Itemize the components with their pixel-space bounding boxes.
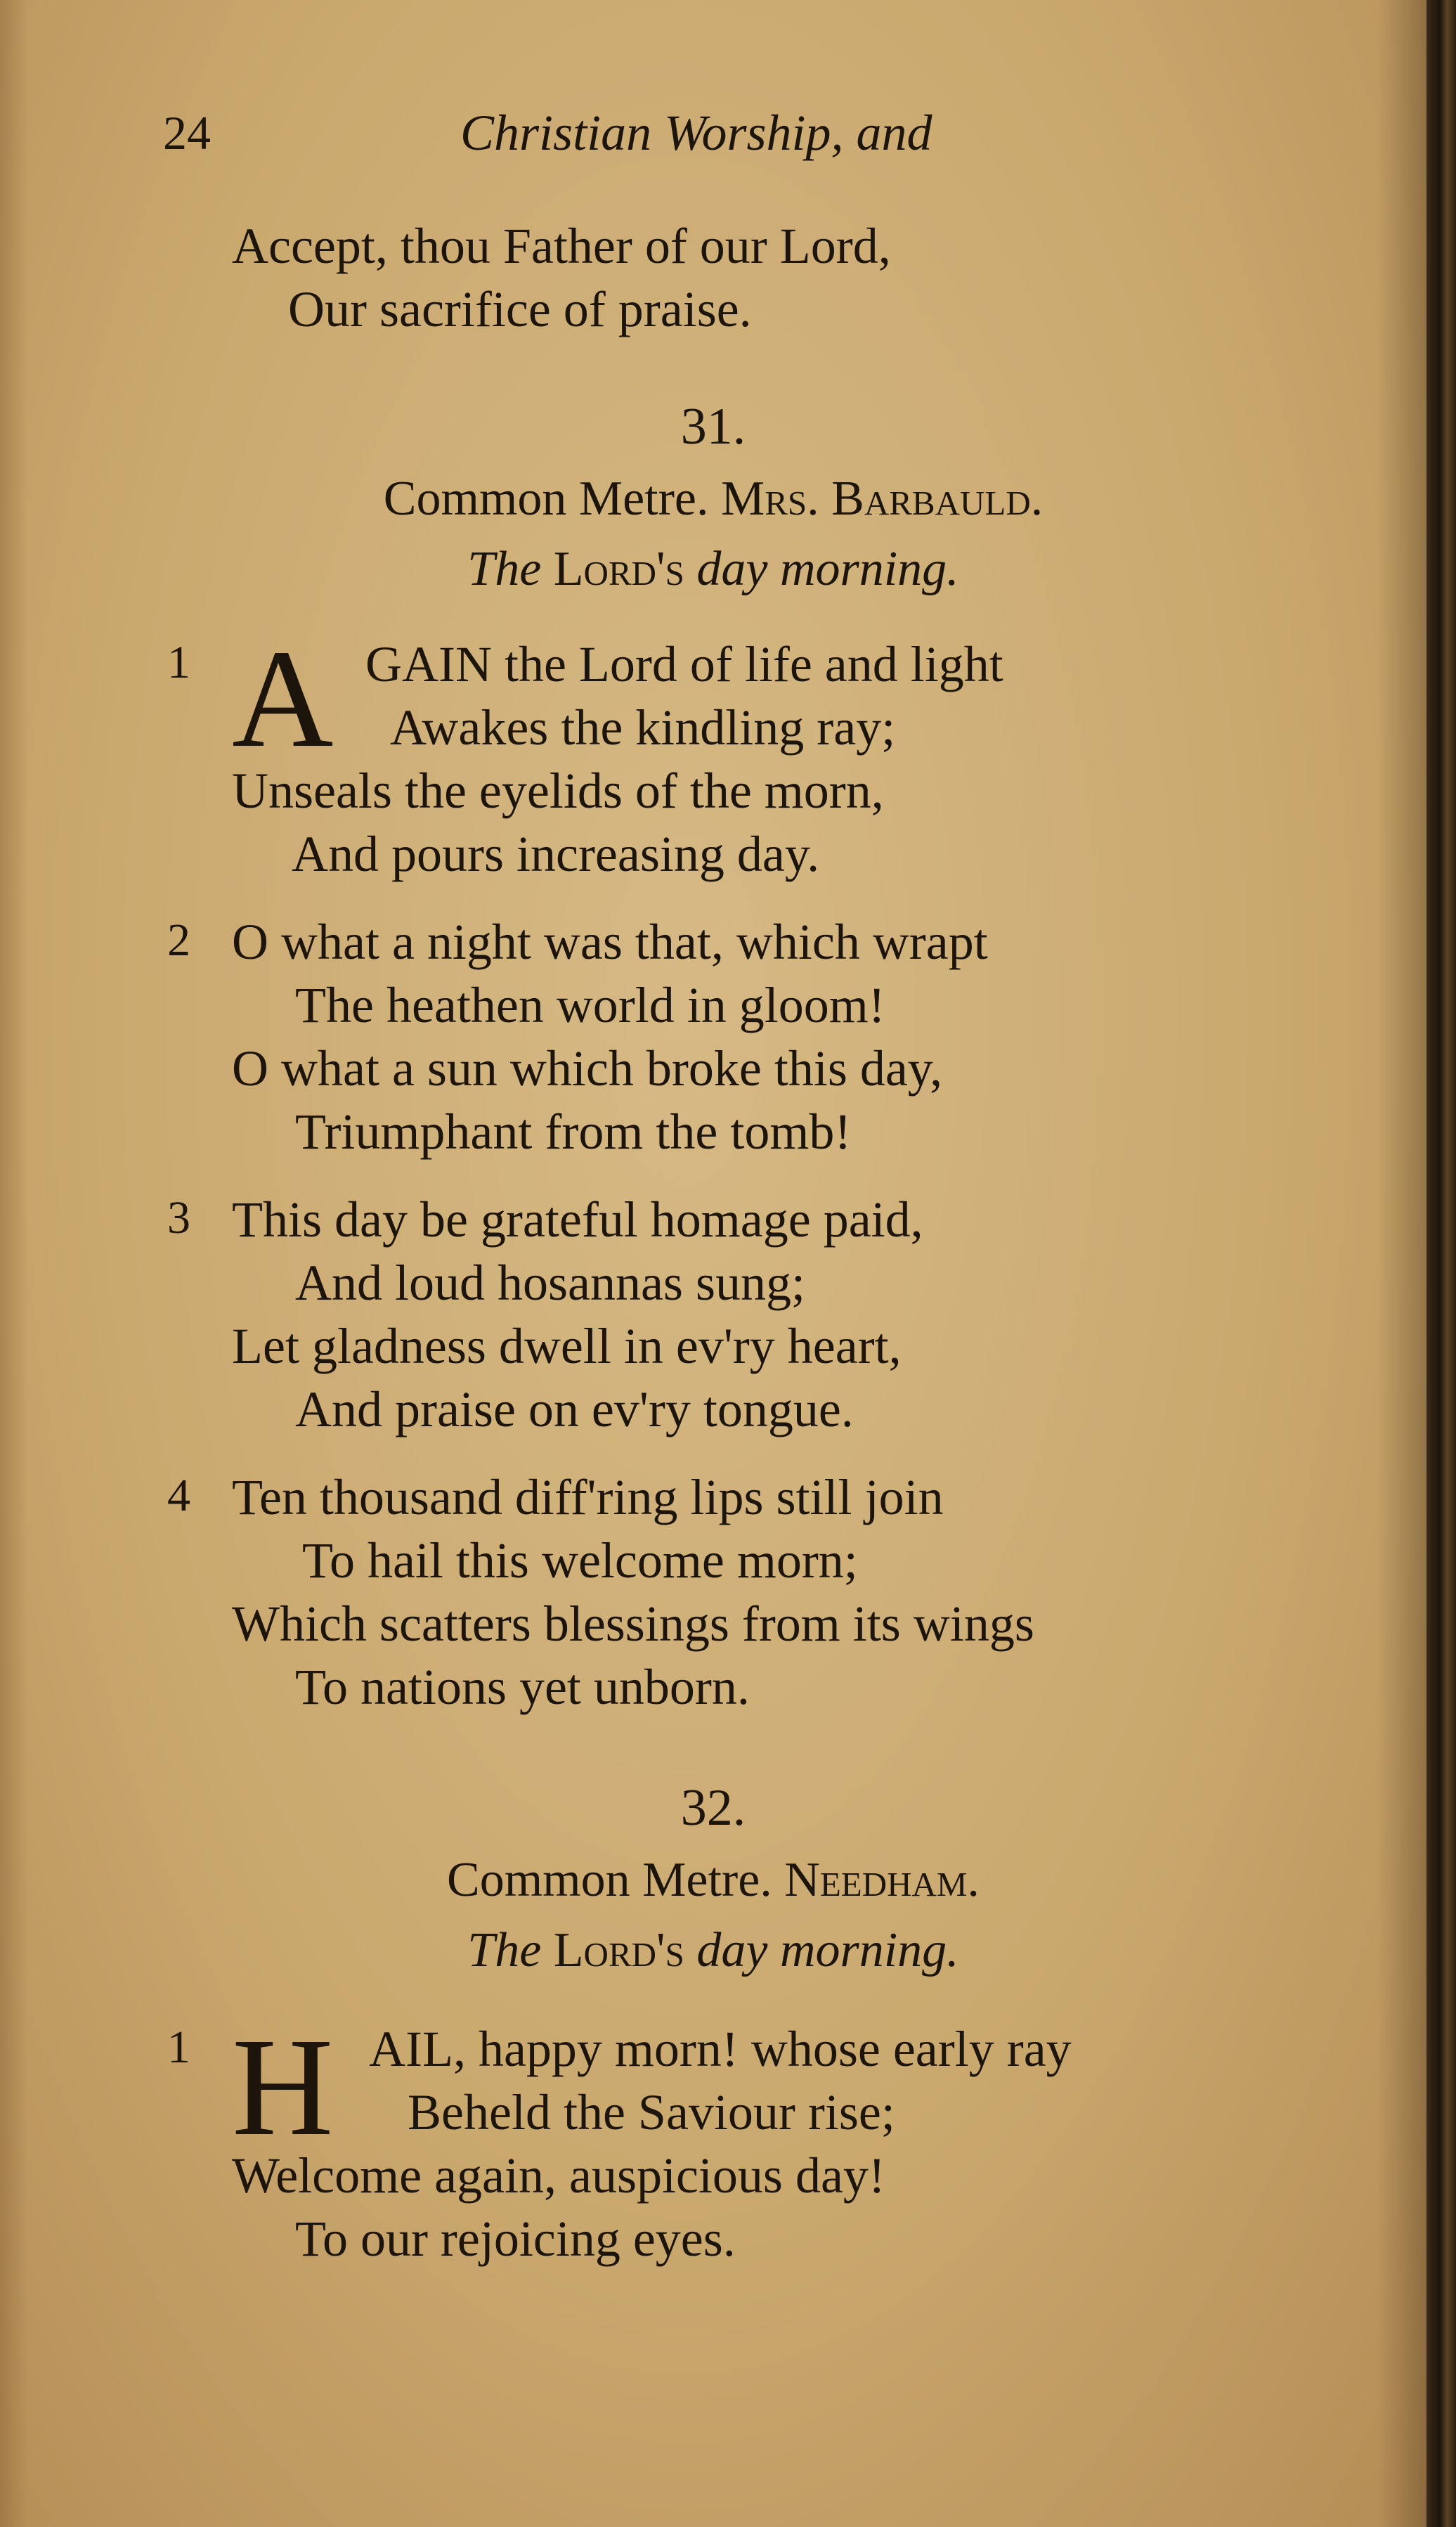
hymn-31-verse-4-number: 4 <box>167 1470 190 1521</box>
hymn-32-subtitle-rest: day morning. <box>696 1923 959 1977</box>
hymn-31-v4-line-1: Ten thousand diff'ring lips still join <box>232 1469 944 1525</box>
hymn-31-metre: Common Metre. <box>383 472 709 526</box>
book-spine-edge <box>1426 0 1456 2527</box>
hymn-31-verse-3-number: 3 <box>167 1192 190 1243</box>
hymn-31-subtitle-rest: day morning. <box>696 542 959 596</box>
hymn-32-v1-line-2: Beheld the Saviour rise; <box>408 2084 895 2140</box>
hymn-31-v2-line-1: O what a night was that, which wrapt <box>232 914 988 970</box>
page-gutter-shadow <box>0 0 28 2527</box>
carryover-line-1: Accept, thou Father of our Lord, <box>232 218 891 274</box>
hymn-31-verse-2-number: 2 <box>167 914 190 966</box>
hymn-31-subtitle-the: The <box>467 542 542 596</box>
hymn-31-number: 31. <box>680 398 746 455</box>
hymn-32-subtitle <box>0 1922 1426 1979</box>
hymn-31-v4-line-4: To nations yet unborn. <box>295 1659 750 1715</box>
hymn-31-v2-line-3: O what a sun which broke this day, <box>232 1040 943 1097</box>
hymn-31-v2-line-4: Triumphant from the tomb! <box>295 1104 852 1160</box>
hymn-31-dropcap: A <box>232 621 334 777</box>
hymn-32-attribution <box>0 1852 1426 1908</box>
hymn-31-v4-line-3: Which scatters blessings from its wings <box>232 1596 1034 1652</box>
hymn-32-v1-line-4: To our rejoicing eyes. <box>295 2211 736 2267</box>
page-number: 24 <box>163 106 211 160</box>
hymn-31-subtitle-lord: Lord's <box>553 542 684 596</box>
hymn-32-v1-line-1: AIL, happy morn! whose early ray <box>369 2021 1072 2077</box>
carryover-line-2: Our sacrifice of praise. <box>288 281 752 337</box>
hymn-31-v1-line-3: Unseals the eyelids of the morn, <box>232 763 884 819</box>
hymn-32-author: Needham. <box>784 1853 980 1907</box>
hymn-31-v4-line-2: To hail this welcome morn; <box>302 1532 858 1589</box>
hymn-32-v1-line-3: Welcome again, auspicious day! <box>232 2147 885 2204</box>
hymn-32-metre: Common Metre. <box>447 1853 772 1907</box>
hymn-31-v1-line-1: GAIN the Lord of life and light <box>365 636 1003 692</box>
hymn-31-v1-line-2: Awakes the kindling ray; <box>390 699 896 756</box>
running-title: Christian Worship, and <box>460 105 932 161</box>
hymn-31-v3-line-1: This day be grateful homage paid, <box>232 1191 923 1248</box>
hymn-31-subtitle <box>0 541 1426 597</box>
hymn-31-verse-1-number: 1 <box>167 637 190 688</box>
hymn-32-subtitle-lord: Lord's <box>553 1923 684 1977</box>
hymn-32-dropcap: H <box>232 2010 334 2165</box>
hymn-32-subtitle-the: The <box>467 1923 542 1977</box>
page-edge-shadow <box>1377 0 1426 2527</box>
hymn-31-v3-line-2: And loud hosannas sung; <box>295 1255 805 1311</box>
hymn-31-attribution <box>0 471 1426 527</box>
hymn-31-v3-line-3: Let gladness dwell in ev'ry heart, <box>232 1318 902 1374</box>
hymn-32-verse-1-number: 1 <box>167 2022 190 2073</box>
hymn-31-v1-line-4: And pours increasing day. <box>292 826 820 882</box>
hymn-31-v3-line-4: And praise on ev'ry tongue. <box>295 1381 854 1437</box>
hymn-31-author: Mrs. Barbauld. <box>721 472 1044 526</box>
hymn-31-v2-line-2: The heathen world in gloom! <box>295 977 885 1033</box>
hymn-32-number: 32. <box>680 1779 746 1837</box>
